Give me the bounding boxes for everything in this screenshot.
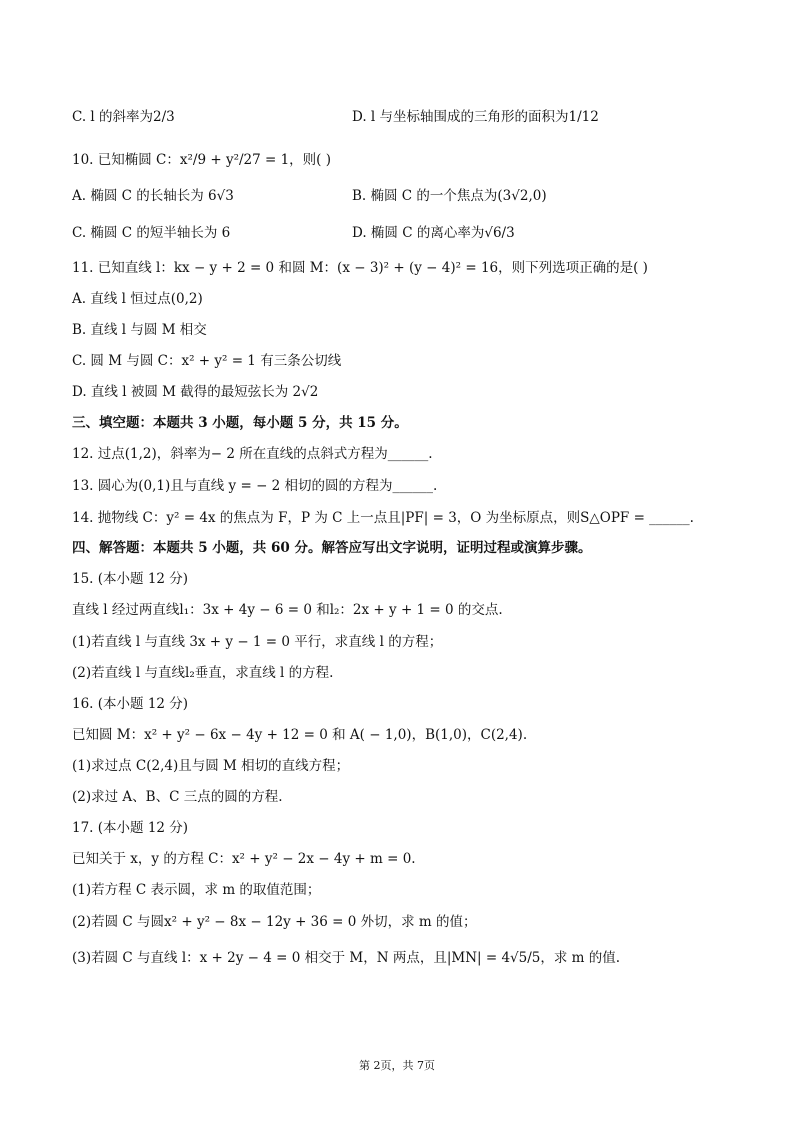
question-14: 14. 抛物线 C：y² = 4x 的焦点为 F，P 为 C 上一点且|PF| = 3，O 为坐标原点，则S△OPF = ______. — [72, 510, 694, 526]
option-10c: C. 椭圆 C 的短半轴长为 6 — [72, 225, 231, 241]
question-16-part-1: (1)求过点 C(2,4)且与圆 M 相切的直线方程； — [72, 758, 350, 774]
question-15-part-2: (2)若直线 l 与直线l₂垂直，求直线 l 的方程. — [72, 665, 334, 681]
option-10d: D. 椭圆 C 的离心率为√6/3 — [352, 225, 515, 241]
question-15-part-1: (1)若直线 l 与直线 3x + y − 1 = 0 平行，求直线 l 的方程； — [72, 634, 443, 650]
page-footer: 第 2页，共 7页 — [359, 1059, 435, 1072]
option-11a: A. 直线 l 恒过点(0,2) — [72, 291, 203, 307]
question-15-header: 15. (本小题 12 分) — [72, 571, 189, 587]
question-17-header: 17. (本小题 12 分) — [72, 820, 189, 836]
question-10: 10. 已知椭圆 C：x²/9 + y²/27 = 1，则( ) — [72, 152, 332, 168]
section-4-heading: 四、解答题：本题共 5 小题，共 60 分。解答应写出文字说明，证明过程或演算步骤。 — [72, 540, 592, 556]
question-17-part-3: (3)若圆 C 与直线 l：x + 2y − 4 = 0 相交于 M，N 两点，且|MN| = 4√5/5，求 m 的值. — [72, 950, 621, 966]
question-12: 12. 过点(1,2)，斜率为− 2 所在直线的点斜式方程为______. — [72, 446, 433, 462]
question-17-part-2: (2)若圆 C 与圆x² + y² − 8x − 12y + 36 = 0 外切，求 m 的值； — [72, 914, 477, 930]
section-3-heading: 三、填空题：本题共 3 小题，每小题 5 分，共 15 分。 — [72, 415, 408, 431]
option-11b: B. 直线 l 与圆 M 相交 — [72, 322, 207, 338]
question-16-stem: 已知圆 M：x² + y² − 6x − 4y + 12 = 0 和 A( − 1,0)，B(1,0)，C(2,4). — [72, 727, 528, 743]
option-11d: D. 直线 l 被圆 M 截得的最短弦长为 2√2 — [72, 384, 319, 400]
question-17-stem: 已知关于 x，y 的方程 C：x² + y² − 2x − 4y + m = 0. — [72, 851, 416, 867]
option-10b: B. 椭圆 C 的一个焦点为(3√2,0) — [352, 188, 547, 204]
option-9d: D. l 与坐标轴围成的三角形的面积为1/12 — [352, 109, 599, 125]
question-15-stem: 直线 l 经过两直线l₁：3x + 4y − 6 = 0 和l₂：2x + y + 1 = 0 的交点. — [72, 602, 503, 618]
question-16-part-2: (2)求过 A、B、C 三点的圆的方程. — [72, 789, 283, 805]
option-11c: C. 圆 M 与圆 C：x² + y² = 1 有三条公切线 — [72, 353, 342, 369]
option-10a: A. 椭圆 C 的长轴长为 6√3 — [72, 188, 234, 204]
option-9c: C. l 的斜率为2/3 — [72, 109, 175, 125]
question-13: 13. 圆心为(0,1)且与直线 y = − 2 相切的圆的方程为______. — [72, 478, 438, 494]
question-11: 11. 已知直线 l：kx − y + 2 = 0 和圆 M：(x − 3)² + (y − 4)² = 16，则下列选项正确的是( ) — [72, 260, 648, 276]
question-17-part-1: (1)若方程 C 表示圆，求 m 的取值范围； — [72, 882, 321, 898]
question-16-header: 16. (本小题 12 分) — [72, 696, 189, 712]
